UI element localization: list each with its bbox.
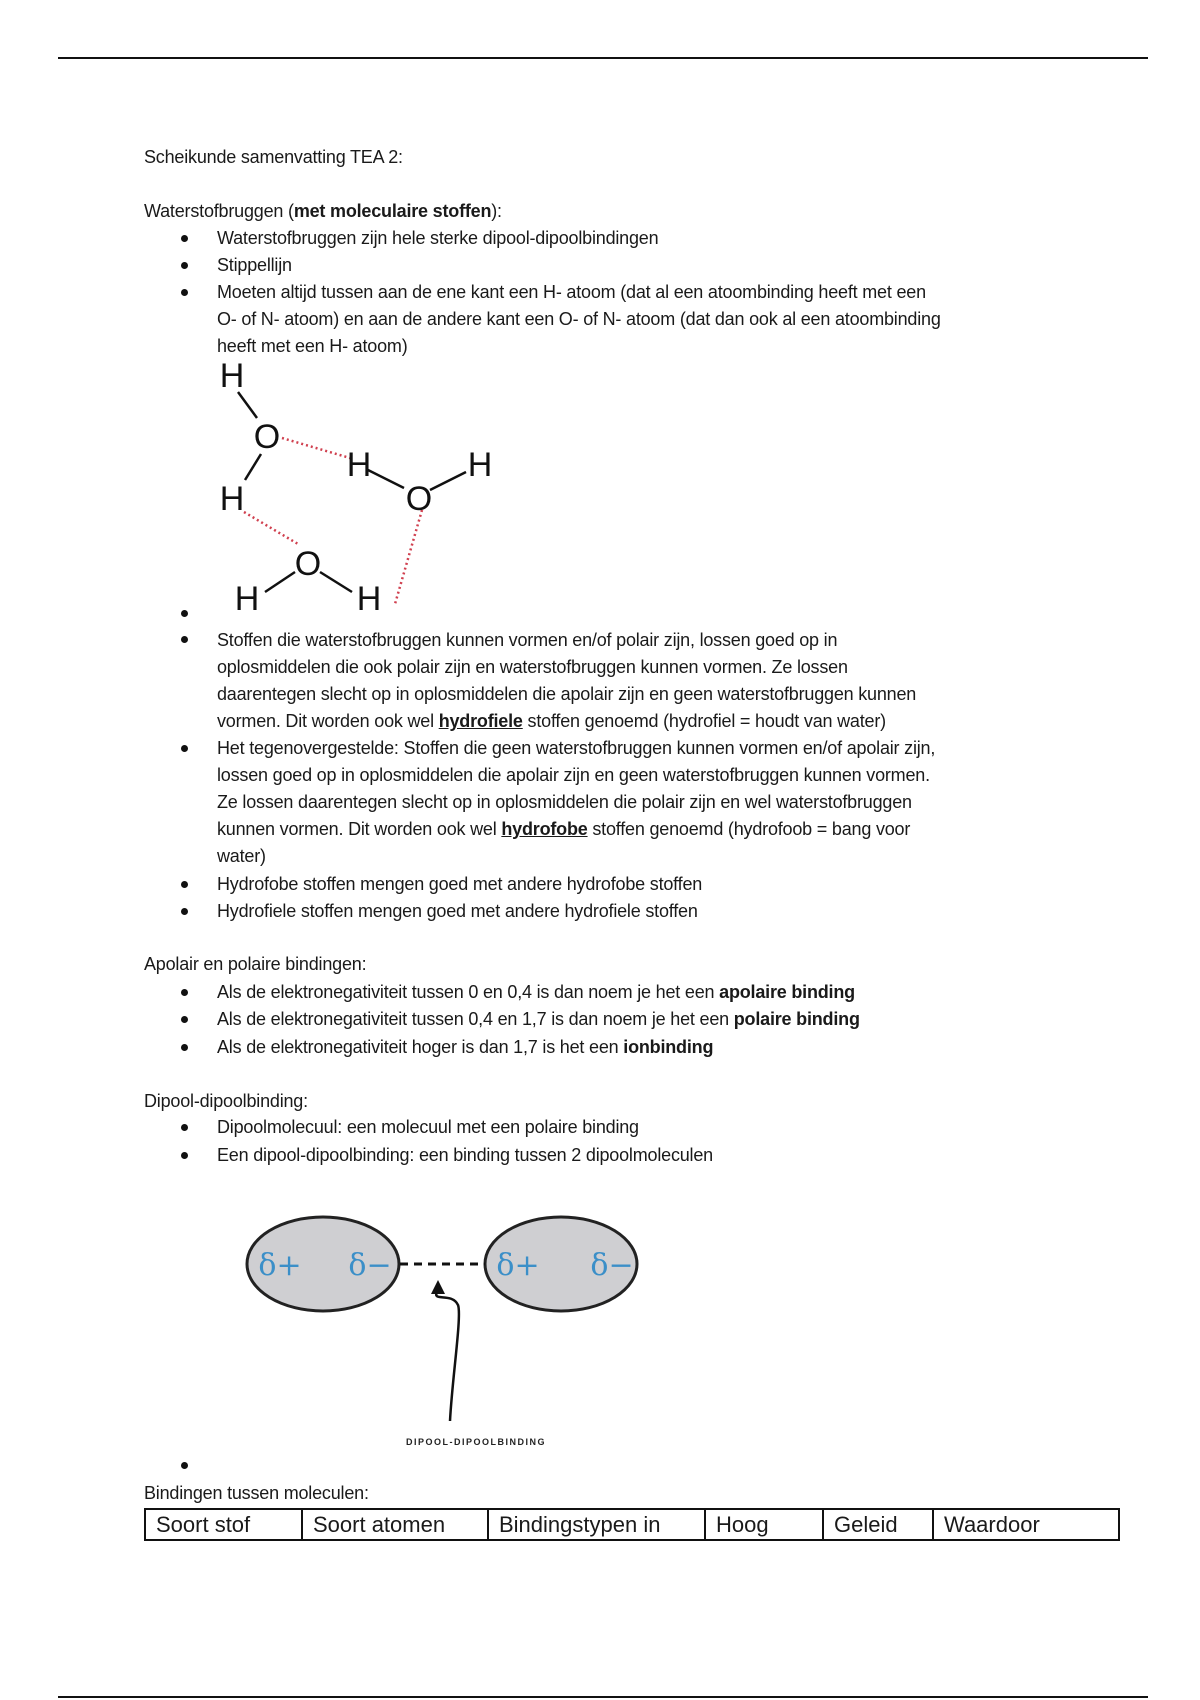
bullet xyxy=(181,235,188,242)
list-item: Het tegenovergestelde: Stoffen die geen waterstofbruggen kunnen vormen en/of apolair zijn, xyxy=(217,738,936,758)
footer-rule xyxy=(58,1696,1148,1698)
list-item: Stoffen die waterstofbruggen kunnen vormen en/of polair zijn, lossen goed op in xyxy=(217,630,838,650)
bullet xyxy=(181,745,188,752)
list-item: Waterstofbruggen zijn hele sterke dipool-dipoolbindingen xyxy=(217,228,659,248)
list-item-cont: vormen. Dit worden ook wel hydrofiele stoffen genoemd (hydrofiel = houdt van water) xyxy=(217,711,886,731)
list-item: Moeten altijd tussen aan de ene kant een H- atoom (dat al een atoombinding heeft met een xyxy=(217,282,926,302)
table-header-cell: Waardoor xyxy=(933,1509,1119,1540)
list-item-cont: daarentegen slecht op in oplosmiddelen die apolair zijn en geen waterstofbruggen kunnen xyxy=(217,684,917,704)
list-item: Hydrofiele stoffen mengen goed met andere hydrofiele stoffen xyxy=(217,901,698,921)
bullet xyxy=(181,289,188,296)
bullet xyxy=(181,881,188,888)
bullet xyxy=(181,262,188,269)
dipole-bond-label: DIPOOL-DIPOOLBINDING xyxy=(406,1437,546,1447)
table-header-cell: Geleid xyxy=(823,1509,933,1540)
delta-minus-label: δ− xyxy=(348,1248,392,1283)
list-item: Als de elektronegativiteit hoger is dan 1,7 is het een ionbinding xyxy=(217,1037,714,1057)
bullet xyxy=(181,908,188,915)
atom-h: H xyxy=(346,446,372,484)
section-heading-bindingen: Bindingen tussen moleculen: xyxy=(144,1483,369,1503)
list-item: Dipoolmolecuul: een molecuul met een polaire binding xyxy=(217,1117,639,1137)
list-item-cont: O- of N- atoom) en aan de andere kant een O- of N- atoom (dat dan ook al een atoombinding xyxy=(217,309,941,329)
bullet xyxy=(181,610,188,617)
atom-h: H xyxy=(356,580,382,618)
delta-minus-label: δ− xyxy=(590,1248,634,1283)
atom-o: O xyxy=(253,418,281,456)
section-heading-apolair: Apolair en polaire bindingen: xyxy=(144,954,367,974)
bullet xyxy=(181,989,188,996)
list-item-cont: kunnen vormen. Dit worden ook wel hydrofobe stoffen genoemd (hydrofoob = bang voor xyxy=(217,819,911,839)
list-item: Als de elektronegativiteit tussen 0,4 en 1,7 is dan noem je het een polaire binding xyxy=(217,1009,860,1029)
atom-h: H xyxy=(219,360,245,395)
bindingen-table xyxy=(144,1508,1120,1541)
delta-plus-label: δ+ xyxy=(496,1248,540,1283)
bullet xyxy=(181,1462,188,1469)
dipole-dipole-figure xyxy=(230,1200,670,1460)
atom-h: H xyxy=(219,480,245,518)
atom-h: H xyxy=(467,446,493,484)
bullet xyxy=(181,1152,188,1159)
arrow xyxy=(436,1285,459,1421)
atom-o: O xyxy=(405,480,433,518)
header-rule xyxy=(58,57,1148,59)
table-header-row xyxy=(145,1509,1119,1540)
list-item: Stippellijn xyxy=(217,255,292,275)
section-heading-dipool: Dipool-dipoolbinding: xyxy=(144,1091,308,1111)
list-item-cont: Ze lossen daarentegen slecht op in oplosmiddelen die polair zijn en wel waterstofbruggen xyxy=(217,792,912,812)
bullet xyxy=(181,1124,188,1131)
atom-o: O xyxy=(294,545,322,583)
bullet xyxy=(181,636,188,643)
list-item-cont: oplosmiddelen die ook polair zijn en waterstofbruggen kunnen vormen. Ze lossen xyxy=(217,657,848,677)
arrow-head xyxy=(431,1280,445,1294)
table-header-cell: Bindingstypen in xyxy=(488,1509,705,1540)
list-item: Een dipool-dipoolbinding: een binding tussen 2 dipoolmoleculen xyxy=(217,1145,713,1165)
table-header-cell: Hoog xyxy=(705,1509,823,1540)
list-item-cont: water) xyxy=(217,846,266,866)
bullet xyxy=(181,1044,188,1051)
table-header-cell: Soort atomen xyxy=(302,1509,488,1540)
list-item: Als de elektronegativiteit tussen 0 en 0,4 is dan noem je het een apolaire binding xyxy=(217,982,855,1002)
section-heading-waterstofbruggen: Waterstofbruggen (met moleculaire stoffen): xyxy=(144,201,502,221)
delta-plus-label: δ+ xyxy=(258,1248,302,1283)
water-hydrogen-bond-figure xyxy=(210,360,510,622)
list-item: Hydrofobe stoffen mengen goed met andere hydrofobe stoffen xyxy=(217,874,703,894)
table-header-cell: Soort stof xyxy=(145,1509,302,1540)
atom-h: H xyxy=(234,580,260,618)
list-item-cont: heeft met een H- atoom) xyxy=(217,336,408,356)
bullet xyxy=(181,1016,188,1023)
list-item-cont: lossen goed op in oplosmiddelen die apolair zijn en geen waterstofbruggen kunnen vormen. xyxy=(217,765,930,785)
document-title: Scheikunde samenvatting TEA 2: xyxy=(144,147,403,167)
